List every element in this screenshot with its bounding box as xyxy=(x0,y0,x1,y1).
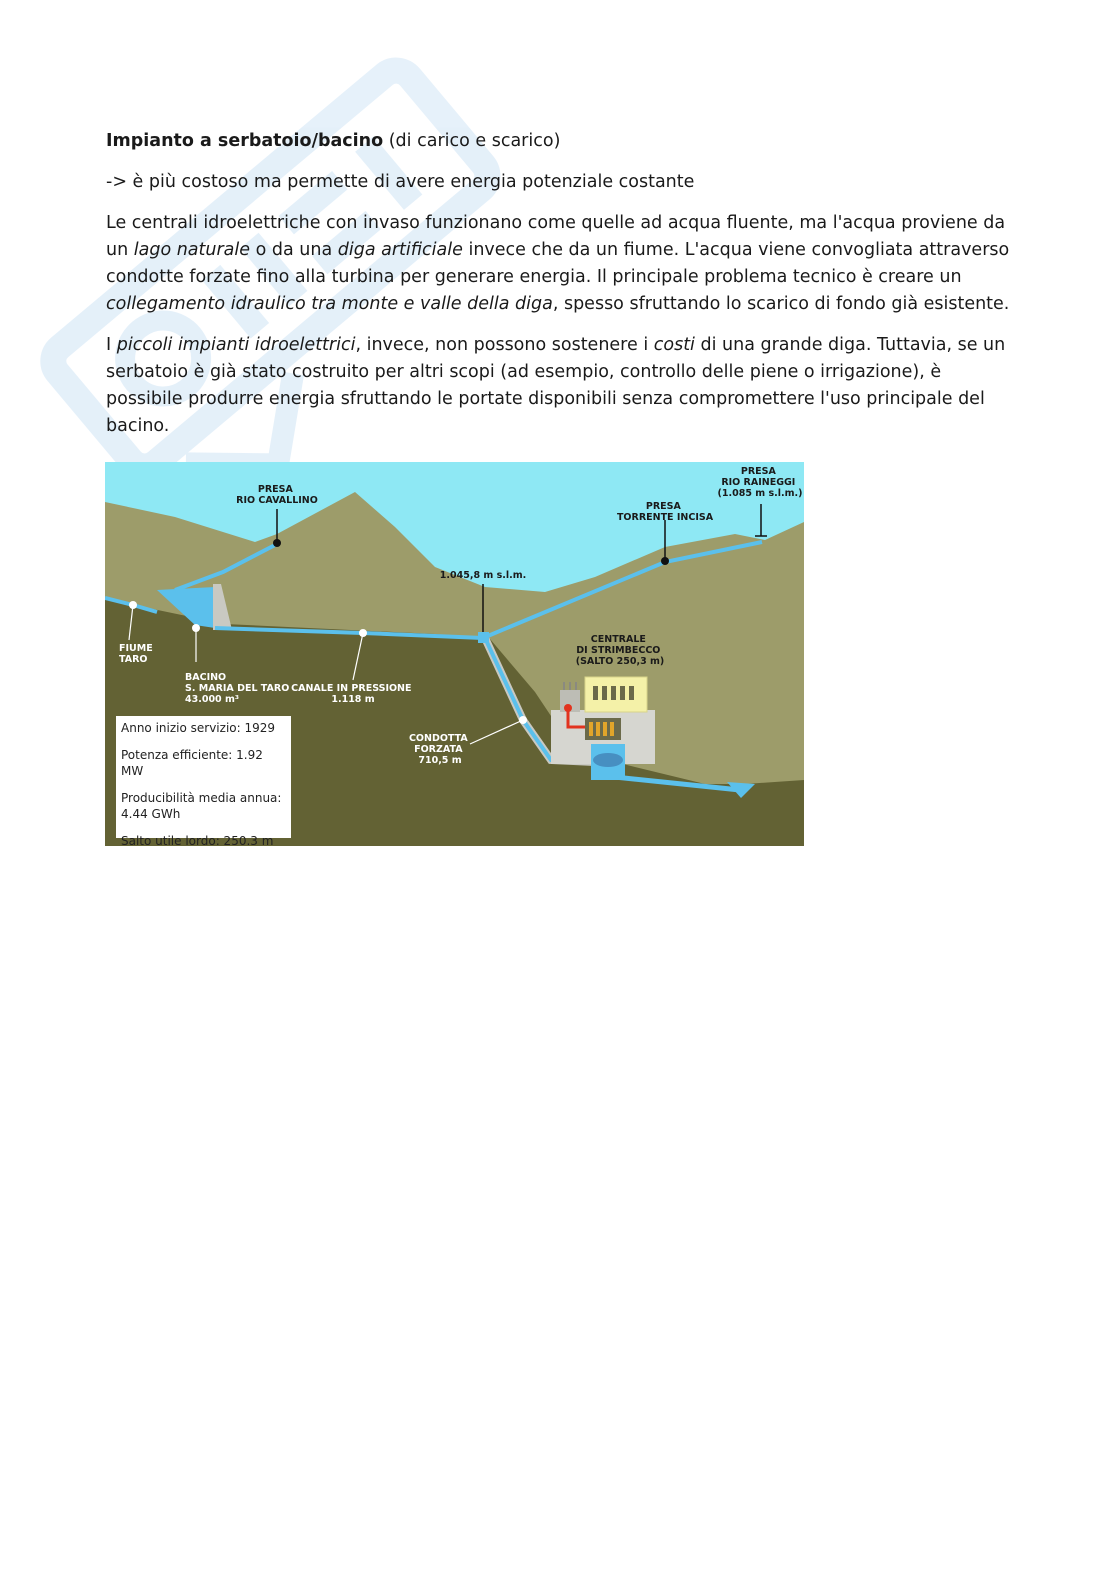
p2-italic-1: piccoli impianti idroelettrici xyxy=(116,335,356,355)
marker-cavallino xyxy=(273,539,281,547)
p1-text-4: , spesso sfruttando lo scarico di fondo già esistente. xyxy=(552,294,1010,314)
label-presa-incisa: PRESA TORRENTE INCISA xyxy=(616,501,714,523)
p2-text-1: I xyxy=(106,335,117,355)
p1-italic-1: lago naturale xyxy=(133,240,251,260)
summary-line: -> è più costoso ma permette di avere energia potenziale costante xyxy=(106,172,695,192)
p1-text-1: Le centrali idroelettriche con invaso funzionano come quelle ad acqua fluente, ma l'acqua proviene da un xyxy=(106,213,1006,260)
info-anno: Anno inizio servizio: 1929 xyxy=(121,721,276,735)
label-presa-cavallino: PRESA RIO CAVALLINO xyxy=(236,484,318,506)
marker-fiume xyxy=(129,601,137,609)
paragraph-1 xyxy=(106,210,1011,318)
label-bacino: BACINO S. MARIA DEL TARO 43.000 m³ xyxy=(185,672,290,705)
p1-text-2: o da una xyxy=(250,240,338,260)
heading-bold: Impianto a serbatoio/bacino xyxy=(106,131,384,151)
p2-italic-2: costi xyxy=(653,335,695,355)
junction-block xyxy=(478,632,489,643)
label-canale: CANALE IN PRESSIONE 1.118 m xyxy=(291,683,412,705)
marker-bacino xyxy=(192,624,200,632)
label-fiume: FIUME TARO xyxy=(119,643,153,665)
hydro-plant-diagram xyxy=(105,462,804,846)
info-producibilita: Producibilità media annua: 4.44 GWh xyxy=(121,791,282,821)
label-quota: 1.045,8 m s.l.m. xyxy=(439,570,527,581)
label-centrale: CENTRALE DI STRIMBECCO (SALTO 250,3 m) xyxy=(575,634,665,667)
p2-text-2: , invece, non possono sostenere i xyxy=(355,335,654,355)
marker-incisa xyxy=(661,557,669,565)
label-condotta: CONDOTTA FORZATA 710,5 m xyxy=(408,733,468,766)
p1-italic-2: diga artificiale xyxy=(337,240,463,260)
marker-canale xyxy=(359,629,367,637)
document-body xyxy=(106,128,1011,454)
p2-text-3: di una grande diga. Tuttavia, se un serbatoio è già stato costruito per altri scopi (ad esempio, controllo delle piene o irrigazione), è possibile produrre energia sfruttando le portate disponibili senza compromettere l'uso principale del bacino. xyxy=(106,335,1006,436)
paragraph-2 xyxy=(106,332,1011,440)
turbine-icon xyxy=(593,753,623,767)
label-presa-raineggi: PRESA RIO RAINEGGI (1.085 m s.l.m.) xyxy=(717,466,803,499)
plant-info-box xyxy=(116,716,291,848)
section-heading xyxy=(106,128,1011,155)
power-node xyxy=(564,704,572,712)
info-potenza: Potenza efficiente: 1.92 MW xyxy=(121,748,263,778)
marker-condotta xyxy=(519,716,527,724)
info-salto: Salto utile lordo: 250.3 m xyxy=(121,834,274,848)
p1-text-3: invece che da un fiume. L'acqua viene convogliata attraverso condotte forzate fino alla turbina per generare energia. Il principale problema tecnico è creare un xyxy=(106,240,1010,287)
heading-rest: (di carico e scarico) xyxy=(383,131,561,151)
p1-italic-3: collegamento idraulico tra monte e valle della diga xyxy=(106,294,553,314)
